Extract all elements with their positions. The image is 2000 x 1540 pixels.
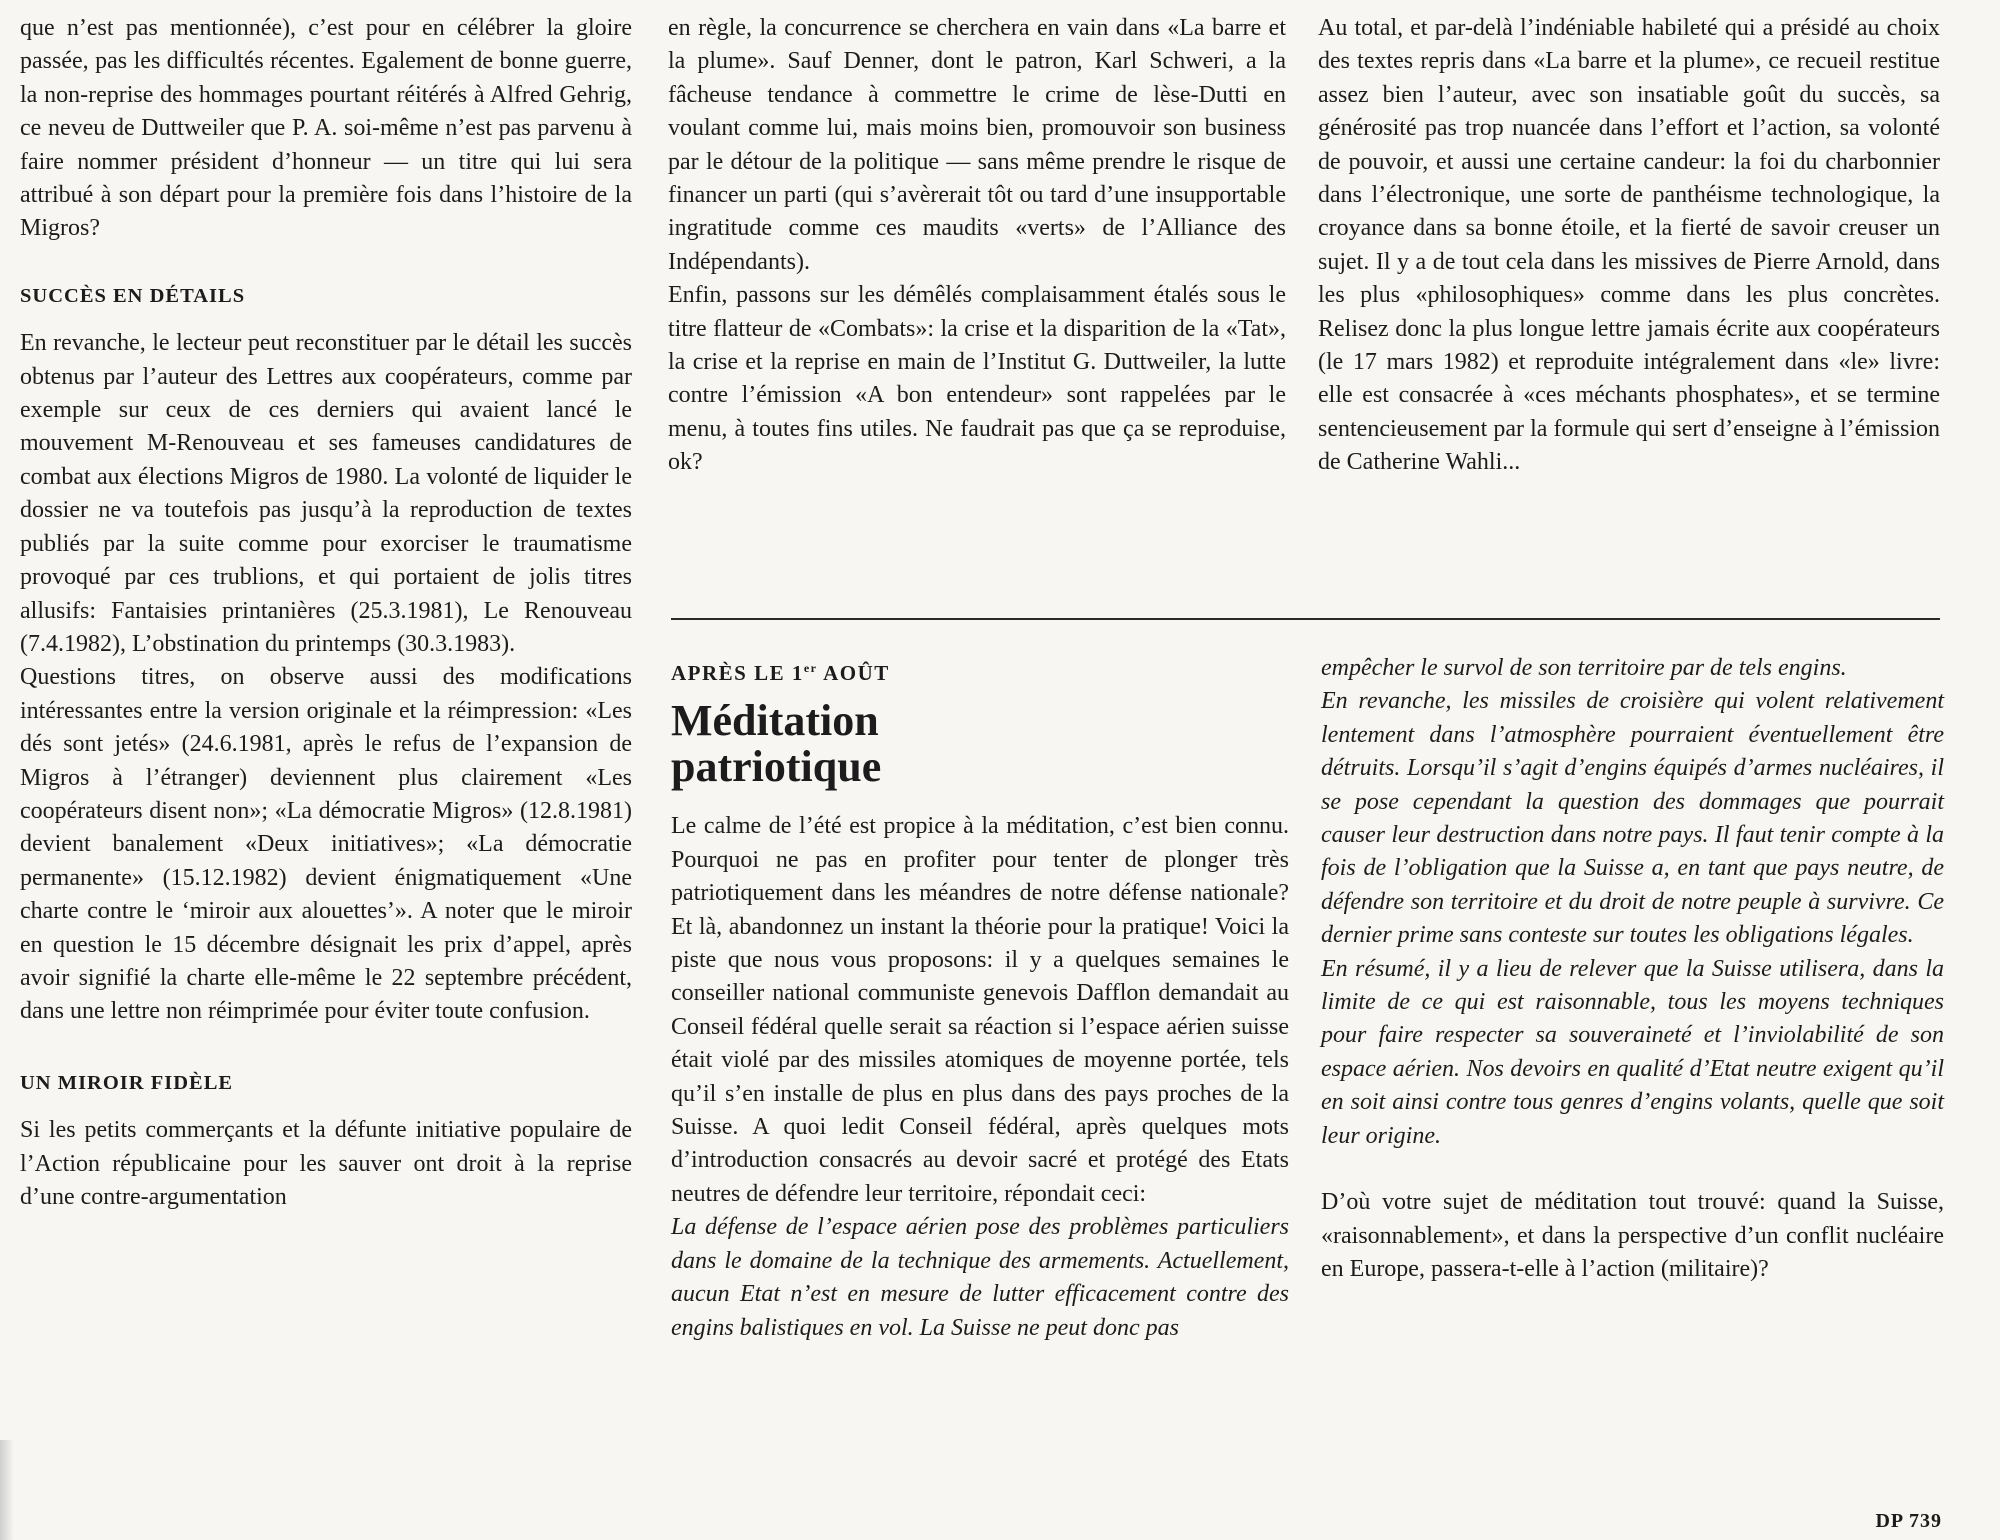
paragraph: en règle, la concurrence se cherchera en vain dans «La barre et la plume». Sauf Denner, dont le patron, Karl Schweri, a la fâcheuse tendance à commettre le crime de lèse-Dutti en voulant comme lui, mais moins bien, promouvoir son business par le détour de la politique — sans même prendre le risque de financer un parti (qui s’avèrerait tôt ou tard d’une insupportable ingratitude comme ces maudits «verts» de l’Alliance des Indépendants).: [668, 15, 1286, 275]
quote-paragraph: En revanche, les missiles de croisière qui volent relativement lentement dans l’atmosphère pourraient éventuellement être détruits. Lorsqu’il s’agit d’engins équipés d’armes nucléaires, il se pose cependant la question des dommages que pourrait causer leur destruction dans notre pays. Il faut tenir compte à la fois de l’obligation que la Suisse a, en tant que pays neutre, de défendre son territoire et du droit de notre peuple à survivre. Ce dernier prime sans conteste sur toutes les obligations légales.: [1321, 688, 1944, 949]
kicker-text-end: AOÛT: [817, 661, 890, 685]
paragraph: Questions titres, on observe aussi des modifications intéressantes entre la version originale et la réimpression: «Les dés sont jetés» (24.6.1981, après le refus de l’expansion de Migros à l’étranger) deviennent plus clairement «Les coopérateurs disent non»; «La démocratie Migros» (12.8.1981) devient banalement «Deux initiatives»; «La démocratie permanente» (15.12.1982) devient énigmatiquement «Une charte contre le ‘miroir aux alouettes’». A noter que le miroir en question le 15 décembre désignait les prix d’appel, après avoir signifié la charte elle-même le 22 septembre précédent, dans une lettre non réimprimée pour éviter toute confusion.: [20, 664, 632, 1025]
column-3: [1318, 12, 1940, 480]
paragraph: Au total, et par-delà l’indéniable habileté qui a présidé au choix des textes repris dans «La barre et la plume», ce recueil restitue assez bien l’auteur, avec son insatiable goût du succès, sa générosité pas trop nuancée dans l’effort et l’action, sa volonté de pouvoir, et aussi une certaine candeur: la foi du charbonnier dans l’électronique, une sorte de panthéisme technologique, la croyance dans sa bonne étoile, et la fierté de savoir creuser un sujet. Il y a de tout cela dans les missives de Pierre Arnold, dans les plus «philosophiques» comme dans les plus concrètes. Relisez donc la plus longue lettre jamais écrite aux coopérateurs (le 17 mars 1982) et reproduite intégralement dans «le» livre: elle est consacrée à «ces méchants phosphates», et se termine sentencieusement par la formule qui sert d’enseigne à l’émission de Catherine Wahli...: [1318, 15, 1940, 476]
quote-paragraph: La défense de l’espace aérien pose des problèmes particuliers dans le domaine de la technique des armements. Actuellement, aucun Etat n’est en mesure de lutter efficacement contre des engins balistiques en vol. La Suisse ne peut donc pas: [671, 1214, 1289, 1341]
article-title: [671, 698, 1289, 790]
article-kicker: [671, 652, 1289, 690]
section-heading-succes: SUCCÈS EN DÉTAILS: [20, 284, 246, 307]
paragraph: que n’est pas mentionnée), c’est pour en célébrer la gloire passée, pas les difficultés récentes. Egalement de bonne guerre, la non-reprise des hommages pourtant réitérés à Alfred Gehrig, ce neveu de Duttweiler que P. A. soi-même n’est pas parvenu à faire nommer président d’honneur — un titre qui lui sera attribué à son départ pour la première fois dans l’histoire de la Migros?: [20, 15, 632, 242]
title-line-2: patriotique: [671, 742, 882, 792]
paragraph: Enfin, passons sur les démêlés complaisamment étalés sous le titre flatteur de «Combats»: la crise et la disparition de la «Tat», la crise et la reprise en main de l’Institut G. Duttweiler, la lutte contre l’émission «A bon entendeur» sont rappelées par le menu, à toutes fins utiles. Ne faudrait pas que ça se reproduise, ok?: [668, 282, 1286, 476]
kicker-text: APRÈS LE 1: [671, 661, 804, 685]
section-heading-miroir: UN MIROIR FIDÈLE: [20, 1071, 234, 1094]
column-1: [20, 12, 632, 1214]
binding-shadow: [0, 1440, 14, 1540]
kicker-superscript: er: [803, 661, 818, 675]
article-divider: [671, 618, 1940, 620]
paragraph: Si les petits commerçants et la défunte initiative populaire de l’Action républicaine pour les sauver ont droit à la reprise d’une contre-argumentation: [20, 1117, 632, 1210]
paragraph: D’où votre sujet de méditation tout trouvé: quand la Suisse, «raisonnablement», et dans la perspective d’un conflit nucléaire en Europe, passera-t-elle à l’action (militaire)?: [1321, 1189, 1944, 1282]
paragraph: Le calme de l’été est propice à la méditation, c’est bien connu. Pourquoi ne pas en profiter pour tenter de plonger très patriotiquement dans les méandres de notre défense nationale? Et là, abandonnez un instant la théorie pour la pratique! Voici la piste que nous vous proposons: il y a quelques semaines le conseiller national communiste genevois Dafflon demandait au Conseil fédéral quelle serait sa réaction si l’espace aérien suisse était violé par des missiles atomiques de moyenne portée, tels qu’il s’en installe de plus en plus dans des pays proches de la Suisse. A quoi ledit Conseil fédéral, après quelques mots d’introduction consacrés au devoir sacré et protégé des Etats neutres de défendre leur territoire, répondait ceci:: [671, 813, 1289, 1207]
quote-paragraph: empêcher le survol de son territoire par de tels engins.: [1321, 655, 1847, 681]
title-line-1: Méditation: [671, 696, 879, 746]
page-number: DP 739: [1875, 1510, 1942, 1532]
quote-paragraph: En résumé, il y a lieu de relever que la Suisse utilisera, dans la limite de ce qui est raisonnable, tous les moyens techniques pour faire respecter sa souveraineté et l’inviolabilité de son espace aérien. Nos devoirs en qualité d’Etat neutre exigent qu’il en soit ainsi contre tous genres d’engins volants, quelle que soit leur origine.: [1321, 955, 1944, 1149]
article2-column-right: [1321, 652, 1944, 1286]
article2-column-left: [671, 652, 1289, 1345]
paragraph: En revanche, le lecteur peut reconstituer par le détail les succès obtenus par l’auteur des Lettres aux coopérateurs, comme par exemple sur ceux de ces derniers qui avaient lancé le mouvement M-Renouveau et ses fameuses candidatures de combat aux élections Migros de 1980. La volonté de liquider le dossier ne va toutefois pas jusqu’à la reproduction de textes publiés par la suite comme pour exorciser le traumatisme provoqué par ces trublions, et qui portaient de jolis titres allusifs: Fantaisies printanières (25.3.1981), Le Renouveau (7.4.1982), L’obstination du printemps (30.3.1983).: [20, 330, 632, 657]
column-2: [668, 12, 1286, 480]
